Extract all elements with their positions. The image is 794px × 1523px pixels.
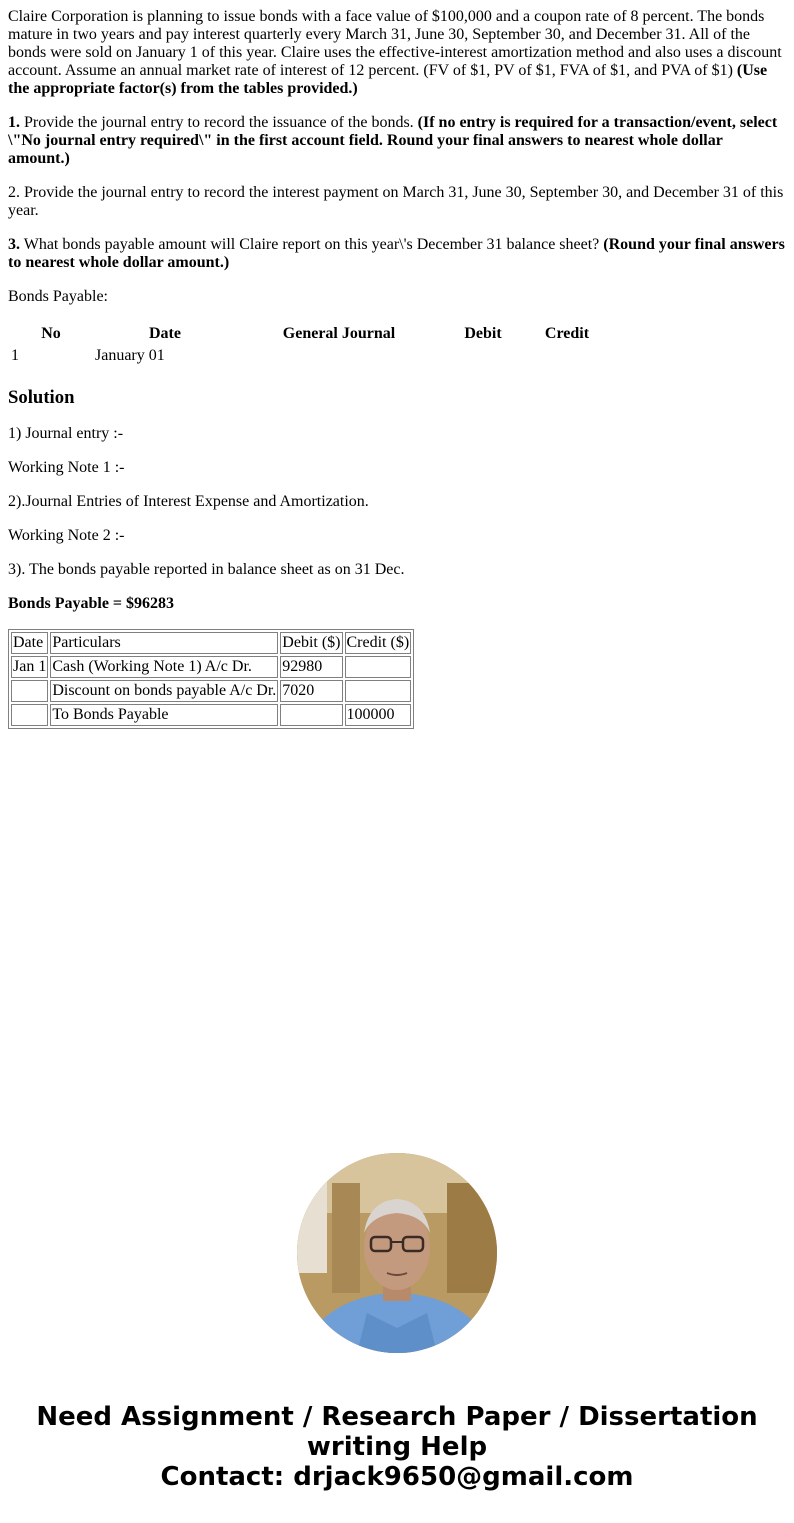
q1-instruction: (If no entry is required for a transaction/event, select \"No journal entry required\" in the first account field. Round your final answers to nearest whole dollar amount.) — [8, 114, 778, 167]
cell-credit — [526, 346, 608, 366]
sol-cell-date: Jan 1 — [11, 656, 48, 678]
table-row — [11, 704, 411, 726]
document-body — [8, 8, 786, 729]
q3-instruction: (Round your final answers to nearest whole dollar amount.) — [8, 236, 785, 271]
sol-cell-debit: 7020 — [280, 680, 342, 702]
cell-debit — [442, 346, 524, 366]
col-header-credit: Credit — [544, 325, 590, 342]
question-3 — [8, 236, 786, 272]
bonds-payable-result: Bonds Payable = $96283 — [8, 595, 175, 612]
sol-header-debit: Debit ($) — [280, 632, 342, 654]
sol-cell-credit: 100000 — [345, 704, 412, 726]
sol-cell-credit — [345, 680, 412, 702]
promo-line-2: writing Help — [306, 1432, 488, 1462]
avatar — [297, 1153, 497, 1353]
solution-result — [8, 595, 786, 613]
table-row — [11, 656, 411, 678]
cell-no: 1 — [11, 347, 19, 364]
q1-text: Provide the journal entry to record the issuance of the bonds. — [20, 114, 418, 131]
solution-line-4: Working Note 2 :- — [8, 527, 125, 544]
solution-line-3: 2).Journal Entries of Interest Expense and Amortization. — [8, 493, 369, 510]
question-intro — [8, 8, 786, 98]
col-header-debit: Debit — [464, 325, 502, 342]
sol-cell-debit — [280, 704, 342, 726]
promo-contact: Contact: drjack9650@gmail.com — [160, 1462, 634, 1492]
journal-question-table — [8, 322, 610, 368]
table-row — [10, 346, 608, 366]
sol-header-particulars: Particulars — [50, 632, 278, 654]
col-header-general-journal: General Journal — [282, 325, 396, 342]
sol-header-date: Date — [11, 632, 48, 654]
q3-text: What bonds payable amount will Claire report on this year\'s December 31 balance sheet? — [20, 236, 604, 253]
col-header-no: No — [41, 325, 61, 342]
journal-header-row — [10, 324, 608, 344]
sol-cell-debit: 92980 — [280, 656, 342, 678]
promo-text — [0, 1402, 794, 1492]
bonds-payable-label: Bonds Payable: — [8, 288, 108, 305]
question-2: 2. Provide the journal entry to record the interest payment on March 31, June 30, September 30, and December 31 of this year. — [8, 184, 784, 219]
promo-banner — [0, 1153, 794, 1492]
col-header-date: Date — [149, 325, 181, 342]
table-row — [11, 680, 411, 702]
sol-cell-date — [11, 704, 48, 726]
sol-cell-particulars: Cash (Working Note 1) A/c Dr. — [50, 656, 278, 678]
cell-general-journal — [238, 346, 440, 366]
solution-header-row — [11, 632, 411, 654]
sol-cell-date — [11, 680, 48, 702]
promo-line-1: Need Assignment / Research Paper / Dissertation — [36, 1402, 758, 1432]
solution-line-5: 3). The bonds payable reported in balance sheet as on 31 Dec. — [8, 561, 405, 578]
avatar-portrait-image — [297, 1153, 497, 1353]
sol-header-credit: Credit ($) — [345, 632, 412, 654]
sol-cell-particulars: Discount on bonds payable A/c Dr. — [50, 680, 278, 702]
intro-instruction: (Use the appropriate factor(s) from the tables provided.) — [8, 62, 768, 97]
cell-date: January 01 — [95, 347, 165, 364]
solution-line-2: Working Note 1 :- — [8, 459, 125, 476]
solution-journal-table — [8, 629, 414, 729]
solution-heading: Solution — [8, 387, 75, 408]
sol-cell-particulars: To Bonds Payable — [50, 704, 278, 726]
q3-number: 3. — [8, 236, 20, 253]
intro-text: Claire Corporation is planning to issue bonds with a face value of $100,000 and a coupon rate of 8 percent. The bonds mature in two years and pay interest quarterly every March 31, June 30, September 30, and December 31. All of the bonds were sold on January 1 of this year. Claire uses the effective-interest amortization method and also uses a discount account. Assume an annual market rate of interest of 12 percent. (FV of $1, PV of $1, FVA of $1, and PVA of $1) — [8, 8, 782, 79]
q1-number: 1. — [8, 114, 20, 131]
solution-line-1: 1) Journal entry :- — [8, 425, 124, 442]
sol-cell-credit — [345, 656, 412, 678]
question-1 — [8, 114, 786, 168]
